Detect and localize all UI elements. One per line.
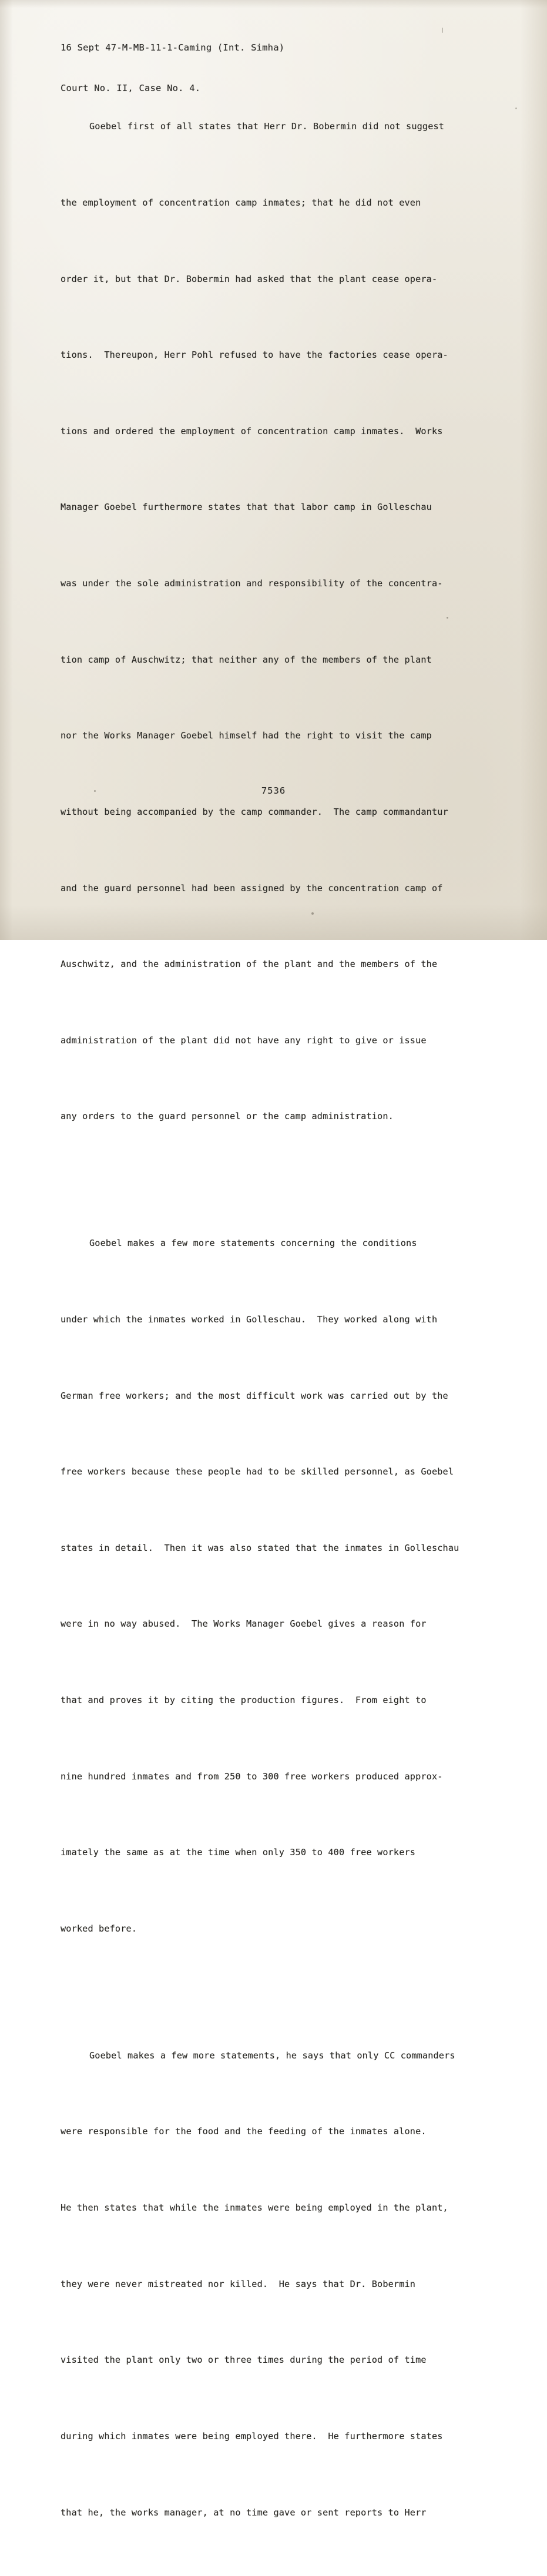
text-line: was under the sole administration and responsibility of the concentra- (61, 578, 443, 589)
text-line: they were never mistreated nor killed. He says that Dr. Bobermin (61, 2278, 416, 2289)
text-line: administration of the plant did not have any right to give or issue (61, 1035, 427, 1046)
document-body (61, 63, 508, 2576)
page-number: 7536 (261, 785, 286, 796)
header-line-court-case: Court No. II, Case No. 4. (61, 83, 201, 93)
text-line: tion camp of Auschwitz; that neither any of the members of the plant (61, 654, 432, 665)
paper-speck (442, 28, 443, 33)
text-line: and the guard personnel had been assigned by the concentration camp of (61, 882, 443, 894)
text-line: tions and ordered the employment of concentration camp inmates. Works (61, 425, 443, 436)
text-line: Auschwitz, and the administration of the plant and the members of the (61, 959, 438, 970)
text-line: were responsible for the food and the feeding of the inmates alone. (61, 2126, 427, 2137)
text-line: imately the same as at the time when only 350 to 400 free workers (61, 1847, 416, 1858)
paragraph-1 (61, 63, 508, 1180)
paragraph-2 (61, 1180, 508, 1993)
text-line: order it, but that Dr. Bobermin had asked that the plant cease opera- (61, 273, 438, 284)
text-line: Goebel makes a few more statements concerning the conditions (89, 1238, 417, 1249)
text-line: German free workers; and the most difficult work was carried out by the (61, 1390, 448, 1401)
page-edge-shading-top (0, 0, 547, 8)
text-line: under which the inmates worked in Golleschau. They worked along with (61, 1314, 438, 1325)
text-line: free workers because these people had to be skilled personnel, as Goebel (61, 1466, 454, 1477)
text-line: without being accompanied by the camp commander. The camp commandantur (61, 806, 448, 817)
text-line: He then states that while the inmates were being employed in the plant, (61, 2202, 448, 2214)
text-line: any orders to the guard personnel or the camp administration. (61, 1111, 394, 1122)
text-line: that and proves it by citing the production figures. From eight to (61, 1695, 427, 1705)
paper-speck (515, 108, 517, 109)
text-line: that he, the works manager, at no time gave or sent reports to Herr (61, 2507, 427, 2518)
text-line: nor the Works Manager Goebel himself had the right to visit the camp (61, 730, 432, 741)
text-line: visited the plant only two or three times during the period of time (61, 2355, 427, 2366)
text-line: were in no way abused. The Works Manager Goebel gives a reason for (61, 1618, 427, 1630)
text-line: the employment of concentration camp inmates; that he did not even (61, 197, 421, 209)
text-line: tions. Thereupon, Herr Pohl refused to have the factories cease opera- (61, 350, 448, 361)
text-line: states in detail. Then it was also stated that the inmates in Golleschau (61, 1542, 459, 1553)
text-line: Goebel makes a few more statements, he says that only CC commanders (89, 2050, 455, 2061)
text-line: nine hundred inmates and from 250 to 300 free workers produced approx- (61, 1771, 443, 1782)
text-line: during which inmates were being employed there. He furthermore states (61, 2430, 443, 2441)
text-line: Manager Goebel furthermore states that that labor camp in Golleschau (61, 502, 432, 513)
page-edge-shading-left (0, 0, 13, 940)
text-line: Goebel first of all states that Herr Dr. Bobermin did not suggest (89, 121, 445, 132)
paragraph-3 (61, 1992, 508, 2576)
text-line: worked before. (61, 1923, 137, 1934)
header-line-transcript-id: 16 Sept 47-M-MB-11-1-Caming (Int. Simha) (61, 42, 285, 53)
